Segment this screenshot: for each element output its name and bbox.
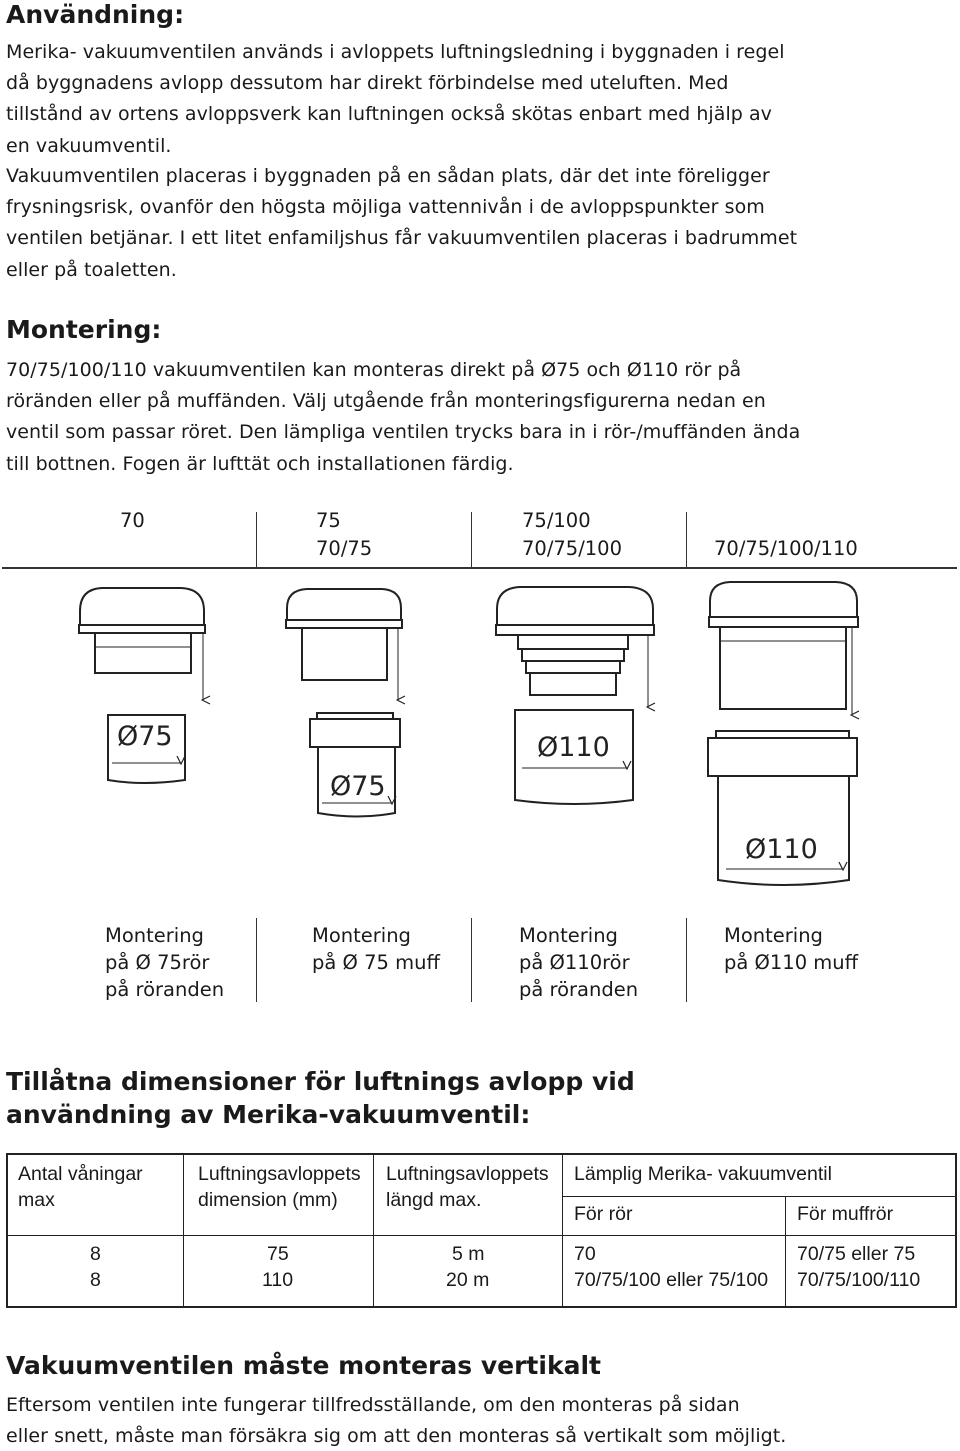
pipe-dimension-label: Ø110 [537, 732, 610, 763]
col4-head-bottom: 70/75/100/110 [714, 537, 858, 560]
table-row-2-for-pipe: 70/75/100 eller 75/100 [574, 1269, 769, 1291]
text-line: ventil som passar röret. Den lämpliga ventilen trycks bara in i rör-/muffänden ända [6, 421, 801, 444]
text-line: ventilen betjänar. I ett litet enfamiljshus får vakuumventilen placeras i badrummet [6, 227, 798, 250]
heading-line: användning av Merika-vakuumventil: [6, 1100, 531, 1129]
table-row-2-dimension: 110 [262, 1269, 294, 1291]
column-divider [471, 512, 472, 568]
caption-line: Montering [312, 924, 411, 947]
col3-head-top: 75/100 [522, 509, 591, 532]
table-subheader-rule [563, 1196, 956, 1197]
table-row-1-dimension: 75 [267, 1243, 289, 1265]
table-header-rule [7, 1235, 956, 1236]
table-row-1-length: 5 m [452, 1243, 485, 1265]
caption-4 [724, 922, 858, 976]
vertical-heading: Vakuumventilen måste monteras vertikalt [6, 1351, 601, 1380]
table-row-2-floors: 8 [90, 1269, 101, 1291]
caption-2 [312, 922, 440, 976]
table-row-1-for-socket: 70/75 eller 75 [797, 1243, 916, 1265]
table-row-1-floors: 8 [90, 1243, 101, 1265]
caption-line: på röranden [519, 978, 639, 1001]
caption-line: Montering [724, 924, 823, 947]
table-row-1-for-pipe: 70 [574, 1243, 596, 1265]
text-line: då byggnadens avlopp dessutom har direkt förbindelse med uteluften. Med [6, 72, 729, 95]
vertical-paragraph [6, 1390, 786, 1451]
th-floors [18, 1161, 143, 1213]
caption-divider [471, 918, 472, 1002]
th-for-socket: För muffrör [797, 1203, 894, 1225]
text-line: 70/75/100/110 vakuumventilen kan monteras direkt på Ø75 och Ø110 rör på [6, 359, 742, 381]
text-line: eller på toaletten. [6, 258, 177, 281]
caption-divider [256, 918, 257, 1002]
col2-head-top: 75 [316, 509, 341, 532]
caption-line: Montering [519, 924, 618, 947]
col1-head-top: 70 [120, 509, 145, 532]
pipe-dimension-label: Ø75 [117, 721, 173, 752]
caption-1 [105, 922, 224, 1003]
th-line: längd max. [386, 1189, 482, 1211]
usage-paragraph-2 [6, 161, 797, 286]
column-divider [256, 512, 257, 568]
th-line: Luftningsavloppets [198, 1163, 361, 1185]
pipe-dimension-label: Ø110 [745, 834, 818, 865]
th-for-pipe: För rör [574, 1203, 633, 1225]
table-col-divider [785, 1196, 786, 1307]
th-length [386, 1161, 549, 1213]
caption-line: på Ø110 muff [724, 951, 859, 974]
th-valve: Lämplig Merika- vakuumventil [574, 1163, 832, 1185]
table-row-2-for-socket: 70/75/100/110 [797, 1269, 921, 1291]
text-line: en vakuumventil. [6, 134, 172, 157]
caption-line: på röranden [105, 978, 225, 1001]
text-line: röränden eller på muffänden. Välj utgående från monteringsfigurerna nedan en [6, 390, 766, 413]
caption-line: på Ø110rör [519, 951, 630, 974]
th-line: Luftningsavloppets [386, 1163, 549, 1185]
mounting-figures [0, 575, 960, 920]
valve-cap-icon [286, 589, 402, 680]
text-line: till bottnen. Fogen är lufttät och installationen färdig. [6, 452, 514, 475]
pipe-dimension-label: Ø75 [330, 771, 386, 802]
col2-head-bottom: 70/75 [316, 537, 373, 560]
th-line: dimension (mm) [198, 1189, 338, 1211]
text-line: Merika- vakuumventilen används i avloppets luftningsledning i byggnaden i regel [6, 41, 785, 63]
th-line: Antal våningar [18, 1163, 143, 1185]
caption-line: på Ø 75rör [105, 951, 210, 974]
mounting-heading: Montering: [6, 315, 162, 344]
th-line: max [18, 1189, 55, 1211]
valve-cap-icon [79, 588, 205, 673]
table-col-divider [183, 1154, 184, 1307]
text-line: eller snett, måste man försäkra sig om att den monteras så vertikalt som möjligt. [6, 1425, 787, 1448]
mounting-paragraph [6, 355, 800, 480]
table-col-divider [373, 1154, 374, 1307]
usage-heading: Användning: [6, 0, 185, 29]
text-line: frysningsrisk, ovanför den högsta möjliga vattennivån i de avloppspunkter som [6, 196, 765, 219]
usage-paragraph-1 [6, 37, 785, 162]
caption-3 [519, 922, 638, 1003]
text-line: Eftersom ventilen inte fungerar tillfredsställande, om den monteras på sidan [6, 1394, 740, 1416]
column-divider [686, 512, 687, 568]
header-rule [2, 567, 957, 569]
caption-line: Montering [105, 924, 204, 947]
text-line: tillstånd av ortens avloppsverk kan luftningen också skötas enbart med hjälp av [6, 103, 772, 126]
table-col-divider [562, 1154, 563, 1307]
th-dimension [198, 1161, 361, 1213]
valve-cap-icon [709, 582, 858, 709]
valve-cap-icon [496, 587, 654, 695]
dimensions-heading [6, 1065, 635, 1131]
text-line: Vakuumventilen placeras i byggnaden på en sådan plats, där det inte föreligger [6, 165, 770, 187]
heading-line: Tillåtna dimensioner för luftnings avlopp vid [6, 1067, 635, 1096]
caption-line: på Ø 75 muff [312, 951, 440, 974]
col3-head-bottom: 70/75/100 [522, 537, 622, 560]
table-row-2-length: 20 m [446, 1269, 490, 1291]
caption-divider [686, 918, 687, 1002]
